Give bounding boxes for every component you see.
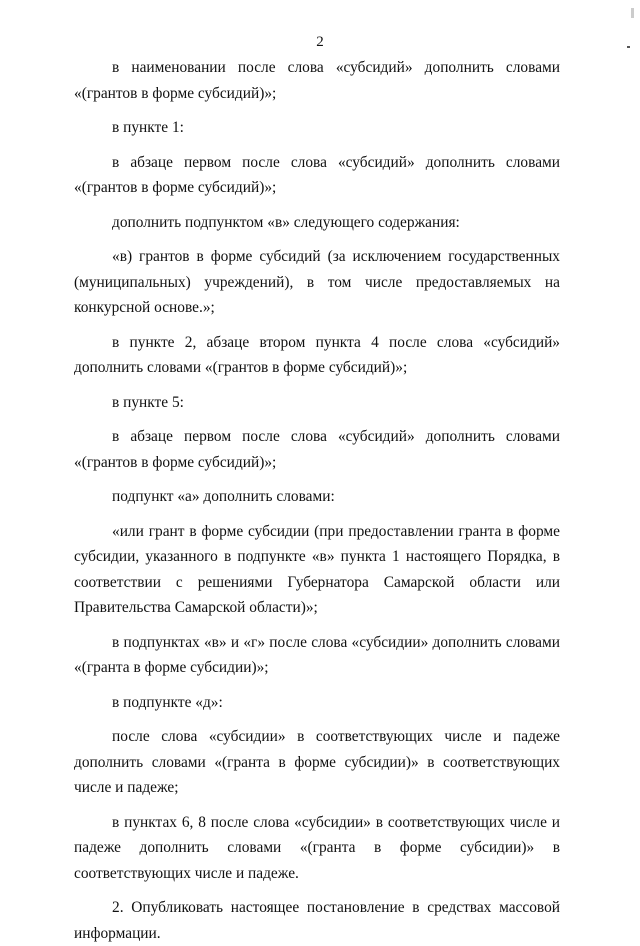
paragraph-point-1-heading: в пункте 1: xyxy=(112,119,184,136)
scan-artifact xyxy=(631,8,634,18)
paragraph-subpoint-a: подпункт «а» дополнить словами: xyxy=(112,488,335,505)
paragraph-points-6-8: в пунктах 6, 8 после слова «субсидии» в соответствующих числе и падеже дополнить словами «(гранта в форме субсидии)» в соответствующих числе и падеже. xyxy=(74,813,560,882)
paragraph-point-5-first-abzac: в абзаце первом после слова «субсидий» дополнить словами «(грантов в форме субсидий)»; xyxy=(74,428,560,471)
page-number: 2 xyxy=(316,34,324,50)
document-body xyxy=(74,55,560,946)
paragraph-subpoint-a-text: «или грант в форме субсидии (при предоставлении гранта в форме субсидии, указанного в подпункте «в» пункта 1 настоящего Порядка, в соответствии с решениями Губернатора Самарской области или Правительства Самарской области)»; xyxy=(74,522,560,616)
paragraph-subpoint-v-text: «в) грантов в форме субсидий (за исключением государственных (муниципальных) учреждений), в том числе предоставляемых на конкурсной основе.»; xyxy=(74,248,560,316)
paragraph-add-subpoint-v: дополнить подпунктом «в» следующего содержания: xyxy=(112,213,460,231)
paragraph-subpoints-v-g: в подпунктах «в» и «г» после слова «субсидии» дополнить словами «(гранта в форме субсидии)»; xyxy=(74,633,560,676)
paragraph-point-5-heading: в пункте 5: xyxy=(112,393,184,411)
paragraph-subpoint-d-heading: в подпункте «д»: xyxy=(112,693,223,711)
paragraph-subpoint-d-text: после слова «субсидии» в соответствующих числе и падеже дополнить словами «(гранта в форме субсидии)» в соответствующих числе и падеже; xyxy=(74,728,560,796)
paragraph-point-2-4: в пункте 2, абзаце втором пункта 4 после слова «субсидий» дополнить словами «(грантов в форме субсидий)»; xyxy=(74,333,560,376)
paragraph-title-amendment: в наименовании после слова «субсидий» дополнить словами «(грантов в форме субсидий)»; xyxy=(74,59,560,102)
paragraph-publish: 2. Опубликовать настоящее постановление в средствах массовой информации. xyxy=(74,899,560,942)
paragraph-point-1-first-abzac: в абзаце первом после слова «субсидий» дополнить словами «(грантов в форме субсидий)»; xyxy=(74,153,560,196)
